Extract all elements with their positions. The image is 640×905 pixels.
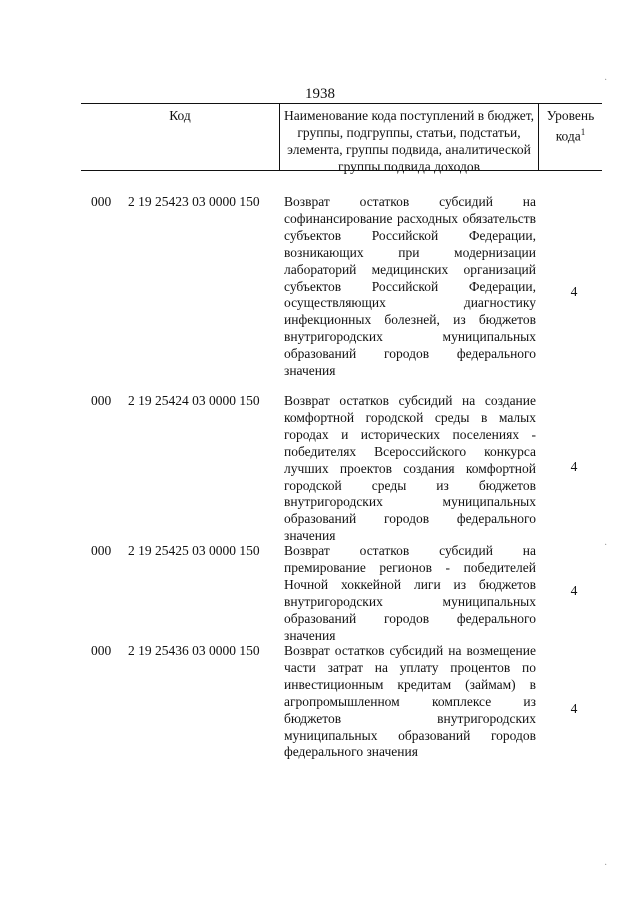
revenue-code: 2 19 25425 03 0000 150: [128, 543, 260, 558]
scan-speck: ·: [604, 860, 608, 871]
code-level: 4: [570, 583, 578, 598]
code-level: 4: [570, 701, 578, 716]
page-number: 1938: [305, 86, 335, 102]
admin-code: 000: [91, 643, 112, 658]
admin-code: 000: [91, 543, 112, 558]
table-header: [81, 103, 602, 174]
revenue-description: Возврат остатков субсидий на создание комфортной городской среды в малых городах и исторических поселениях - победителях Всероссийского конкурса лучших проектов создания комфортной городской среды из бюджетов внутригородских муниципальных образований городов федерального значения: [284, 393, 536, 544]
scan-speck: ·: [604, 540, 608, 551]
code-level: 4: [570, 284, 578, 299]
admin-code: 000: [91, 393, 112, 408]
header-level-label: Уровень кода: [546, 108, 595, 144]
revenue-code: 2 19 25424 03 0000 150: [128, 393, 260, 408]
header-code: Код: [169, 108, 191, 123]
header-level: [539, 104, 602, 170]
revenue-description: Возврат остатков субсидий на возмещение части затрат на уплату процентов по инвестиционным кредитам (займам) в агропромышленном комплексе из бюджетов внутригородских муниципальных образований городов федерального значения: [284, 643, 536, 760]
revenue-description: Возврат остатков субсидий на софинансирование расходных обязательств субъектов Российской Федерации, возникающих при модернизации лабораторий медицинских организаций субъектов Российской Федерации, осуществляющих диагностику инфекционных болезней, из бюджетов внутригородских муниципальных образований городов федерального значения: [284, 194, 536, 379]
scan-speck: ·: [604, 75, 608, 86]
revenue-code: 2 19 25436 03 0000 150: [128, 643, 260, 658]
header-level-footnote: 1: [580, 127, 586, 137]
admin-code: 000: [91, 194, 112, 209]
code-level: 4: [570, 459, 578, 474]
revenue-description: Возврат остатков субсидий на премирование регионов - победителей Ночной хоккейной лиги из бюджетов внутригородских муниципальных образований городов федерального значения: [284, 543, 536, 643]
header-name: Наименование кода поступлений в бюджет, группы, подгруппы, статьи, подстатьи, элемента, группы подвида, аналитической группы подвида доходов: [279, 104, 539, 170]
revenue-code: 2 19 25423 03 0000 150: [128, 194, 260, 209]
